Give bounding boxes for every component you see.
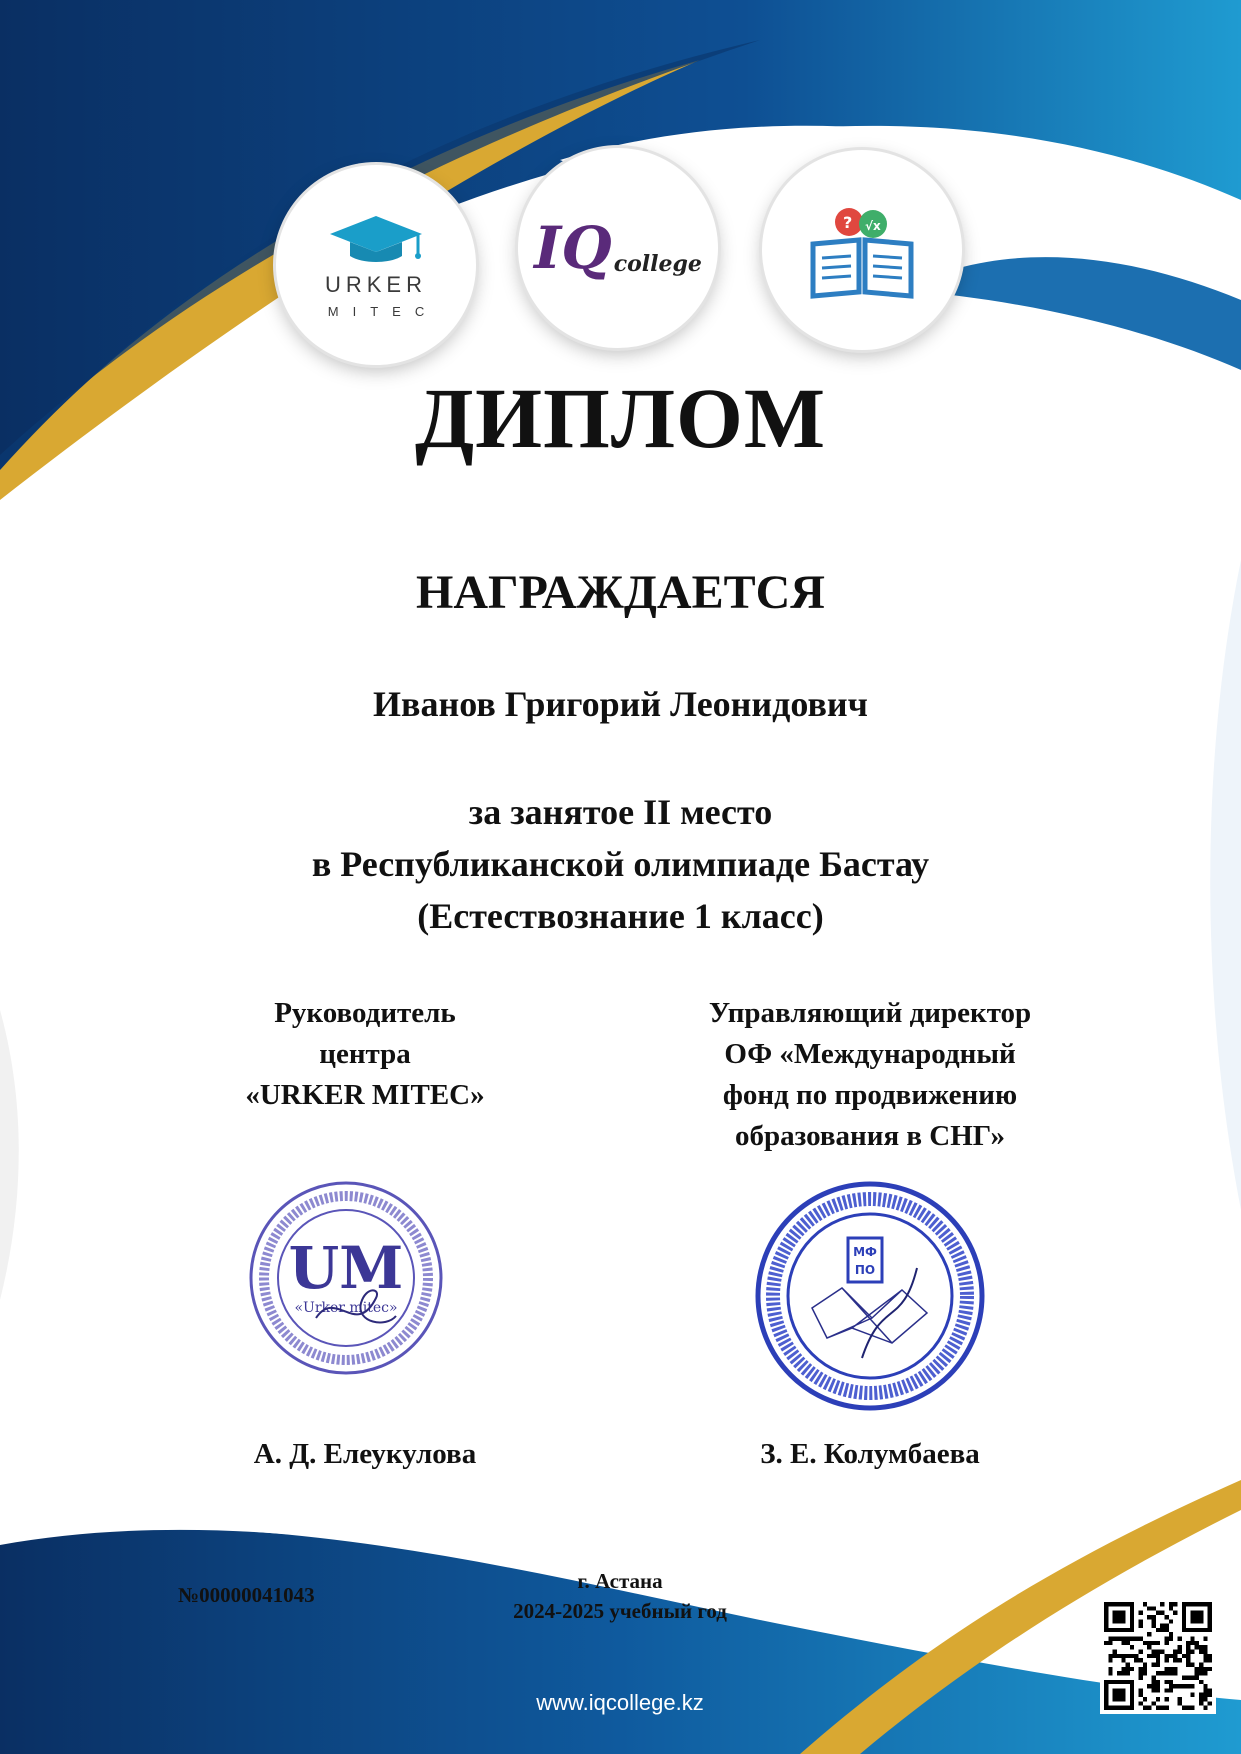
city-name: г. Астана <box>577 1569 663 1593</box>
mitec-logo-text: MITEC <box>327 303 439 319</box>
role-line: центра <box>319 1038 411 1070</box>
awarded-heading: НАГРАЖДАЕТСЯ <box>416 566 825 619</box>
reason-line: (Естествознание 1 класс) <box>417 896 824 936</box>
urker-mitec-stamp <box>246 1178 446 1378</box>
issue-place <box>420 1566 820 1626</box>
reason-line: в Республиканской олимпиаде Бастау <box>311 844 930 884</box>
role-line: Управляющий директор <box>708 997 1032 1029</box>
role-line: фонд по продвижению <box>722 1079 1018 1111</box>
foundation-stamp <box>752 1178 988 1414</box>
role-line: ОФ «Международный <box>724 1038 1016 1070</box>
urker-mitec-logo <box>276 165 476 365</box>
iq-logo-text: IQ <box>534 214 612 282</box>
svg-text:«Urker mitec»: «Urker mitec» <box>294 1300 398 1316</box>
left-signatory-name: А. Д. Елеукулова <box>253 1438 477 1470</box>
graduation-cap-icon <box>326 212 426 266</box>
website-link[interactable]: www.iqcollege.kz <box>536 1690 704 1715</box>
academic-year: 2024-2025 учебный год <box>513 1599 727 1623</box>
qr-code-icon <box>1104 1602 1212 1710</box>
urker-logo-text: URKER <box>324 271 427 297</box>
right-signatory-name: З. Е. Колумбаева <box>760 1438 980 1470</box>
open-book-icon <box>807 200 917 300</box>
qr-code[interactable] <box>1100 1598 1216 1714</box>
left-signatory-role <box>200 993 530 1116</box>
reason-line: за занятое II место <box>468 792 773 832</box>
svg-text:UM: UM <box>288 1234 404 1302</box>
diploma-title: ДИПЛОМ <box>414 370 827 466</box>
role-line: Руководитель <box>274 997 456 1029</box>
role-line: образования в СНГ» <box>734 1120 1006 1152</box>
award-reason <box>0 786 1241 942</box>
diploma-number: №00000041043 <box>178 1583 315 1607</box>
role-line: «URKER MITEC» <box>245 1079 485 1111</box>
svg-text:МФ: МФ <box>853 1245 877 1259</box>
svg-text:ПО: ПО <box>854 1263 876 1277</box>
iq-college-logo <box>518 148 718 348</box>
svg-text:√x: √x <box>865 219 881 233</box>
college-logo-text: college <box>613 251 702 277</box>
recipient-name: Иванов Григорий Леонидович <box>373 684 868 724</box>
right-signatory-role <box>660 993 1080 1157</box>
olympiad-book-logo <box>762 150 962 350</box>
svg-text:?: ? <box>843 213 853 232</box>
